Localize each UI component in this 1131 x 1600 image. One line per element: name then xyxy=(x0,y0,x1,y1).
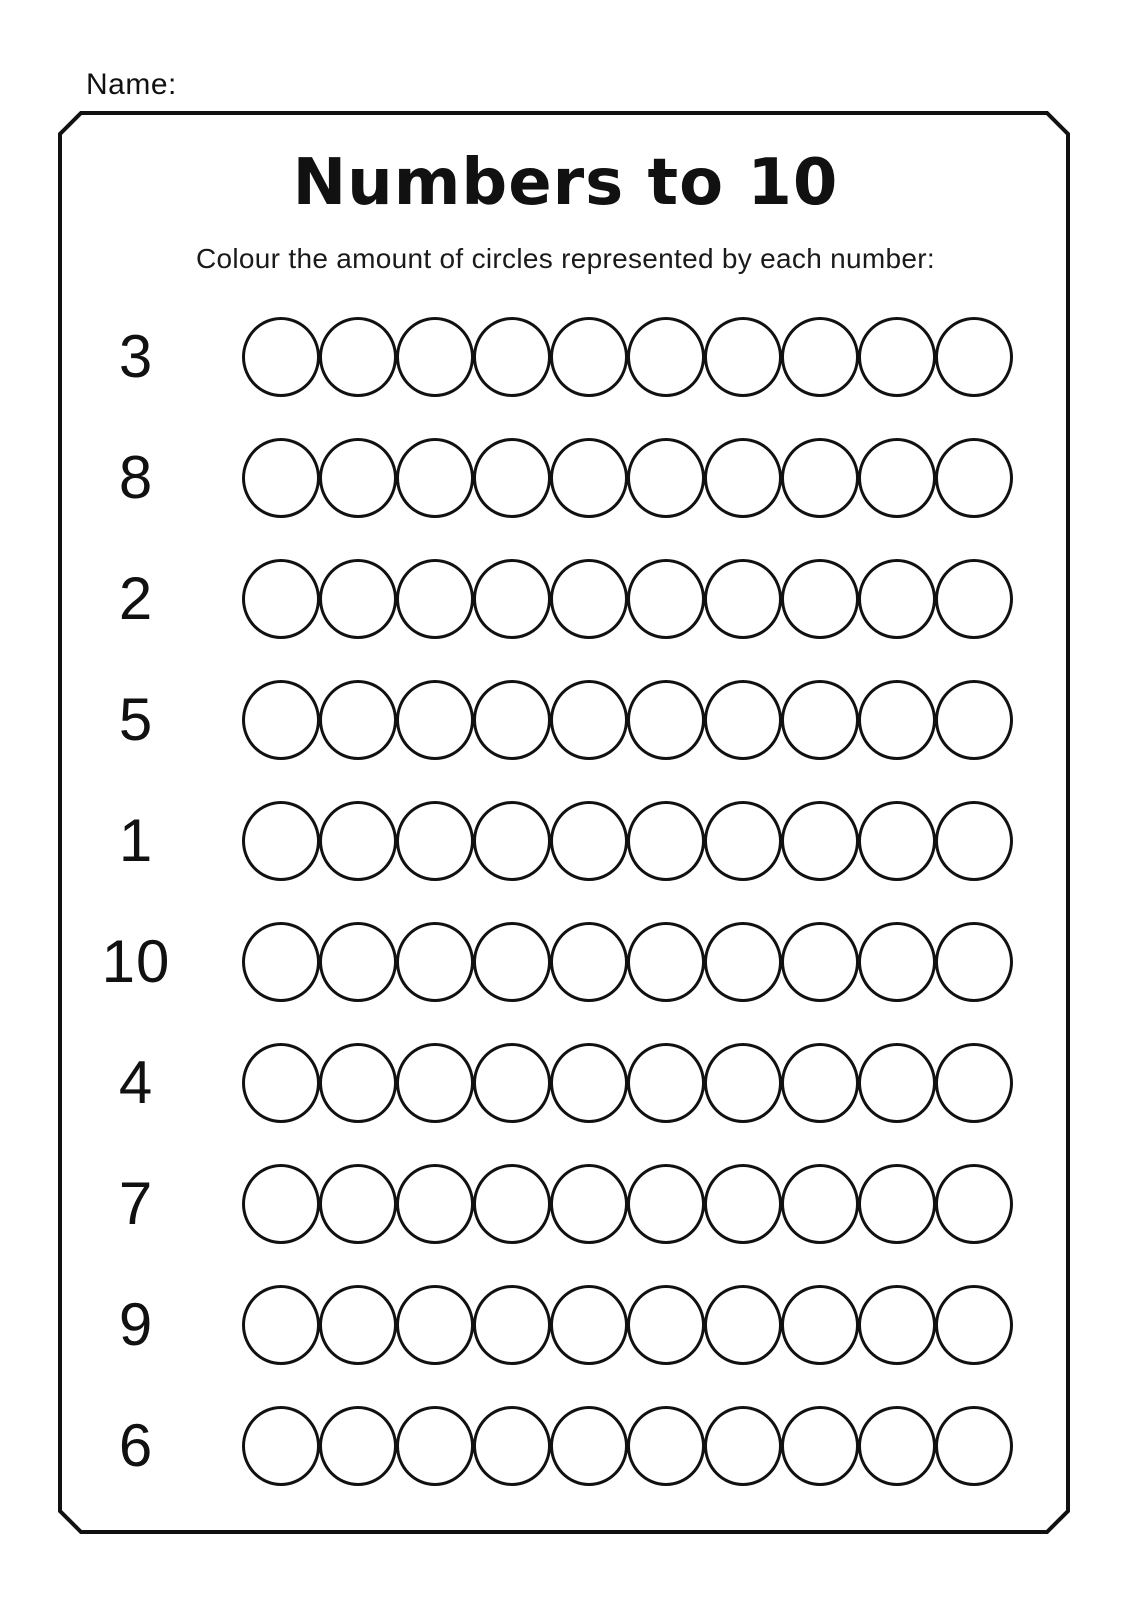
colour-circle xyxy=(627,680,705,760)
colour-circle xyxy=(781,1164,859,1244)
colour-circle xyxy=(550,1406,628,1486)
row-number-label: 6 xyxy=(118,1411,154,1479)
colour-circle xyxy=(704,1043,782,1123)
colour-circle xyxy=(858,559,936,639)
colour-circle xyxy=(242,1285,320,1365)
colour-circle xyxy=(858,1285,936,1365)
colour-circle xyxy=(781,317,859,397)
colour-circle xyxy=(242,922,320,1002)
colour-circle xyxy=(781,438,859,518)
colour-circle xyxy=(242,1406,320,1486)
circle-strip xyxy=(242,680,1013,760)
row-number-label: 5 xyxy=(118,685,154,753)
colour-circle xyxy=(396,1285,474,1365)
colour-circle xyxy=(627,801,705,881)
colour-circle xyxy=(781,559,859,639)
colour-circle xyxy=(473,317,551,397)
worksheet-row xyxy=(0,538,1131,659)
colour-circle xyxy=(242,1164,320,1244)
colour-circle xyxy=(935,317,1013,397)
worksheet-row xyxy=(0,1264,1131,1385)
colour-circle xyxy=(550,1164,628,1244)
circle-strip xyxy=(242,1164,1013,1244)
colour-circle xyxy=(473,1043,551,1123)
colour-circle xyxy=(858,1043,936,1123)
colour-circle xyxy=(858,801,936,881)
colour-circle xyxy=(627,1164,705,1244)
instructions-text: Colour the amount of circles represented by each number: xyxy=(196,243,935,274)
colour-circle xyxy=(319,680,397,760)
colour-circle xyxy=(627,1043,705,1123)
colour-circle xyxy=(704,559,782,639)
colour-circle xyxy=(550,922,628,1002)
colour-circle xyxy=(781,801,859,881)
worksheet-title: Numbers to 10 xyxy=(292,146,839,220)
colour-circle xyxy=(627,438,705,518)
colour-circle xyxy=(473,1406,551,1486)
circle-strip xyxy=(242,1406,1013,1486)
colour-circle xyxy=(473,801,551,881)
colour-circle xyxy=(935,680,1013,760)
colour-circle xyxy=(319,1406,397,1486)
colour-circle xyxy=(704,317,782,397)
worksheet-row xyxy=(0,1385,1131,1506)
colour-circle xyxy=(935,438,1013,518)
colour-circle xyxy=(858,1406,936,1486)
colour-circle xyxy=(319,1285,397,1365)
colour-circle xyxy=(704,801,782,881)
colour-circle xyxy=(858,922,936,1002)
colour-circle xyxy=(319,1043,397,1123)
colour-circle xyxy=(319,922,397,1002)
colour-circle xyxy=(704,438,782,518)
colour-circle xyxy=(935,559,1013,639)
row-number-label: 2 xyxy=(118,564,154,632)
colour-circle xyxy=(935,1406,1013,1486)
colour-circle xyxy=(550,438,628,518)
row-number-label: 10 xyxy=(101,927,171,995)
colour-circle xyxy=(396,1043,474,1123)
circle-strip xyxy=(242,438,1013,518)
colour-circle xyxy=(781,922,859,1002)
colour-circle xyxy=(550,317,628,397)
colour-circle xyxy=(550,680,628,760)
row-number-label: 9 xyxy=(118,1290,154,1358)
colour-circle xyxy=(704,680,782,760)
colour-circle xyxy=(473,438,551,518)
circle-strip xyxy=(242,1285,1013,1365)
circle-strip xyxy=(242,1043,1013,1123)
colour-circle xyxy=(858,680,936,760)
colour-circle xyxy=(781,680,859,760)
colour-circle xyxy=(473,1285,551,1365)
colour-circle xyxy=(704,922,782,1002)
row-number-label: 4 xyxy=(118,1048,154,1116)
colour-circle xyxy=(935,922,1013,1002)
colour-circle xyxy=(858,317,936,397)
colour-circle xyxy=(550,1285,628,1365)
worksheet-row xyxy=(0,417,1131,538)
colour-circle xyxy=(781,1285,859,1365)
row-number-label: 1 xyxy=(118,806,154,874)
colour-circle xyxy=(396,317,474,397)
name-label: Name: xyxy=(86,68,177,101)
circle-strip xyxy=(242,801,1013,881)
colour-circle xyxy=(550,559,628,639)
rows-container xyxy=(0,296,1131,1506)
colour-circle xyxy=(627,317,705,397)
colour-circle xyxy=(627,1285,705,1365)
row-number-label: 7 xyxy=(118,1169,154,1237)
colour-circle xyxy=(242,317,320,397)
worksheet-row xyxy=(0,659,1131,780)
colour-circle xyxy=(319,438,397,518)
circle-strip xyxy=(242,922,1013,1002)
colour-circle xyxy=(473,680,551,760)
colour-circle xyxy=(704,1164,782,1244)
colour-circle xyxy=(858,1164,936,1244)
colour-circle xyxy=(319,1164,397,1244)
colour-circle xyxy=(627,922,705,1002)
colour-circle xyxy=(473,922,551,1002)
colour-circle xyxy=(396,1406,474,1486)
colour-circle xyxy=(935,1164,1013,1244)
worksheet-row xyxy=(0,901,1131,1022)
colour-circle xyxy=(396,438,474,518)
colour-circle xyxy=(319,559,397,639)
colour-circle xyxy=(858,438,936,518)
colour-circle xyxy=(781,1043,859,1123)
colour-circle xyxy=(704,1406,782,1486)
colour-circle xyxy=(627,1406,705,1486)
worksheet-row xyxy=(0,296,1131,417)
colour-circle xyxy=(781,1406,859,1486)
colour-circle xyxy=(242,438,320,518)
colour-circle xyxy=(242,680,320,760)
colour-circle xyxy=(473,559,551,639)
circle-strip xyxy=(242,317,1013,397)
row-number-label: 8 xyxy=(118,443,154,511)
worksheet-row xyxy=(0,780,1131,901)
colour-circle xyxy=(396,1164,474,1244)
colour-circle xyxy=(935,801,1013,881)
circle-strip xyxy=(242,559,1013,639)
colour-circle xyxy=(704,1285,782,1365)
colour-circle xyxy=(396,801,474,881)
colour-circle xyxy=(473,1164,551,1244)
colour-circle xyxy=(396,922,474,1002)
colour-circle xyxy=(396,559,474,639)
colour-circle xyxy=(242,1043,320,1123)
colour-circle xyxy=(627,559,705,639)
colour-circle xyxy=(935,1043,1013,1123)
colour-circle xyxy=(319,317,397,397)
row-number-label: 3 xyxy=(118,322,154,390)
colour-circle xyxy=(935,1285,1013,1365)
worksheet-row xyxy=(0,1022,1131,1143)
colour-circle xyxy=(396,680,474,760)
colour-circle xyxy=(242,559,320,639)
colour-circle xyxy=(550,801,628,881)
worksheet-row xyxy=(0,1143,1131,1264)
colour-circle xyxy=(550,1043,628,1123)
colour-circle xyxy=(319,801,397,881)
colour-circle xyxy=(242,801,320,881)
